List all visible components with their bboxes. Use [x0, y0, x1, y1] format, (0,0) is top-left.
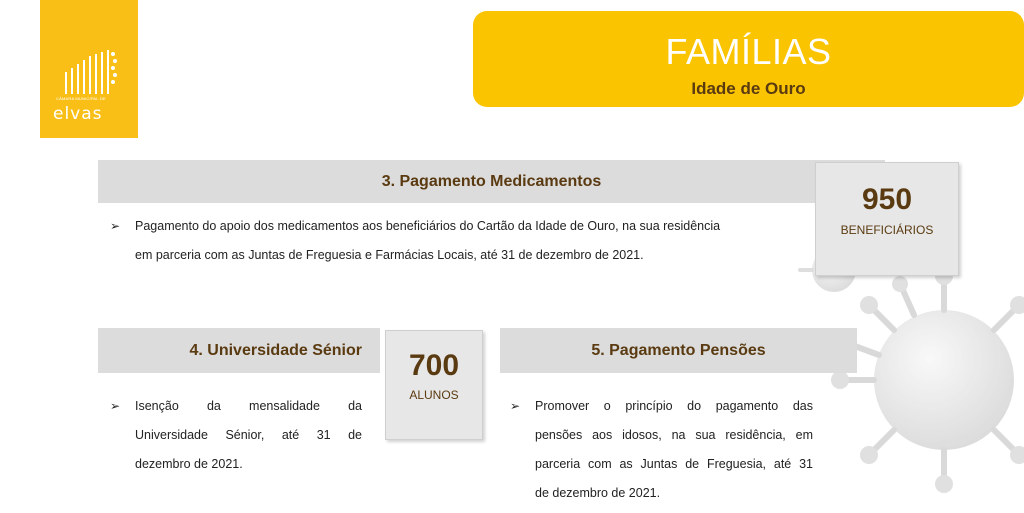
page-subtitle: Idade de Ouro — [691, 79, 806, 98]
section-4-line: dezembro de 2021. — [135, 457, 243, 471]
section-3-header — [98, 160, 885, 203]
section-5-line: pensões aos idosos, na sua residência, em — [535, 428, 813, 442]
logo-wordmark: elvas — [53, 104, 103, 124]
page-title: FAMÍLIAS — [665, 31, 832, 72]
section-4-text — [135, 392, 362, 479]
section-3-text — [135, 212, 800, 270]
section-4-title: 4. Universidade Sénior — [189, 341, 362, 359]
section-5-title: 5. Pagamento Pensões — [591, 341, 766, 359]
section-5-line: de dezembro de 2021. — [535, 486, 661, 500]
beneficiaries-badge — [815, 162, 959, 276]
beneficiaries-count: 950 — [861, 183, 913, 216]
section-4-line: Universidade Sénior, até 31 de — [135, 428, 362, 442]
section-3-title: 3. Pagamento Medicamentos — [381, 172, 602, 190]
students-badge — [385, 330, 483, 440]
logo-tagline: CÂMARA MUNICIPAL DE — [56, 96, 106, 101]
section-4-header — [98, 328, 380, 373]
arrow-bullet-icon: ➢ — [110, 219, 121, 233]
section-3-line: em parceria com as Juntas de Freguesia e Farmácias Locais, até 31 de dezembro de 2021. — [135, 248, 644, 262]
logo-columns-icon — [58, 44, 122, 96]
arrow-bullet-icon: ➢ — [110, 399, 121, 413]
header-banner — [473, 11, 1024, 107]
section-4-line: Isenção da mensalidade da — [135, 399, 362, 413]
municipality-logo — [40, 0, 138, 138]
section-5-line: parceria com as Juntas de Freguesia, até 31 — [535, 457, 813, 471]
students-count: 700 — [408, 349, 460, 382]
beneficiaries-label: BENEFICIÁRIOS — [840, 223, 934, 237]
arrow-bullet-icon: ➢ — [510, 399, 521, 413]
section-5-header — [500, 328, 857, 373]
section-3-line: Pagamento do apoio dos medicamentos aos beneficiários do Cartão da Idade de Ouro, na sua residência — [135, 219, 721, 233]
students-label: ALUNOS — [409, 388, 459, 402]
section-5-line: Promover o princípio do pagamento das — [535, 399, 813, 413]
section-5-text — [535, 392, 813, 508]
